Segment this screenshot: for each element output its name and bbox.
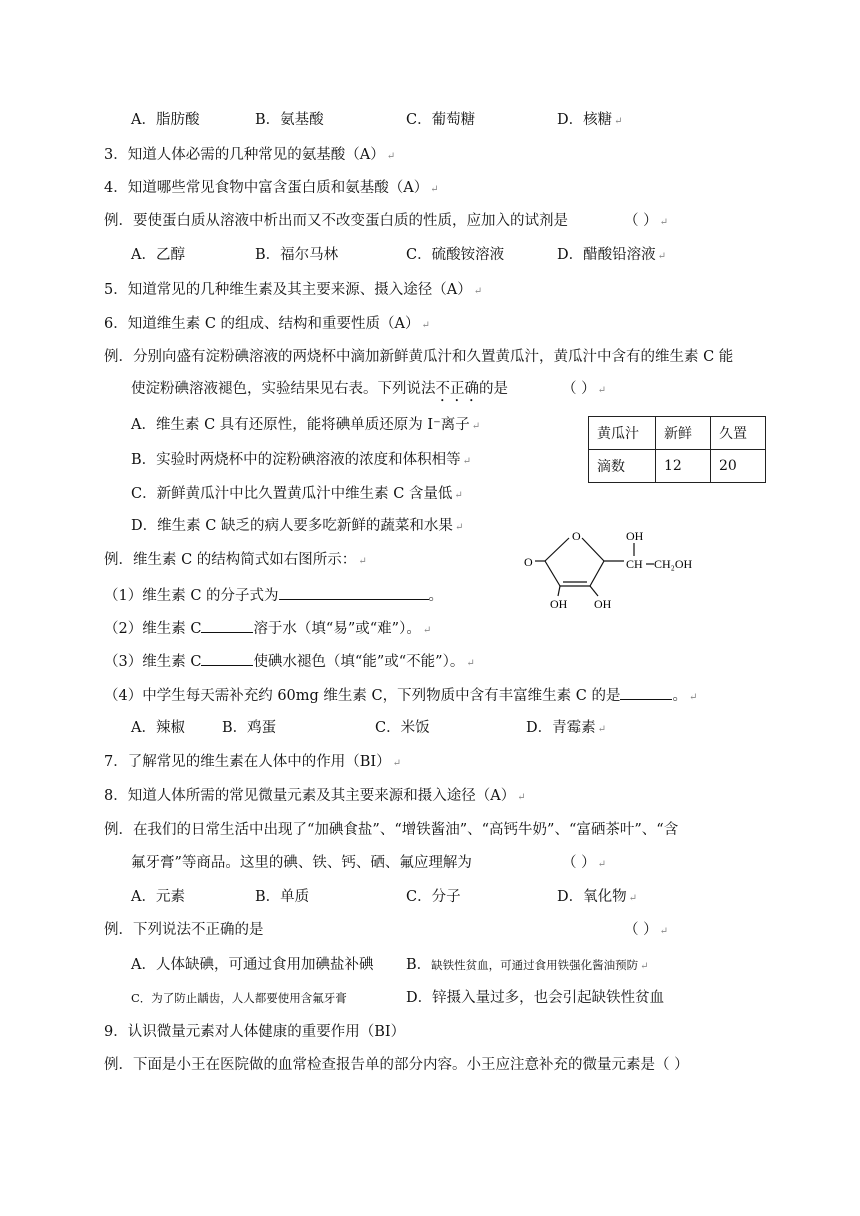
option-d: D．核糖 ↵ (557, 112, 623, 128)
example-blood-report: 例．下面是小王在医院做的血常检查报告单的部分内容。小王应注意补充的微量元素是（ ） (104, 1057, 689, 1073)
question-1: （1）维生素 C 的分子式为 。 (104, 585, 443, 606)
answer-paren: （ ） ↵ (624, 213, 668, 229)
table-cell: 20 (711, 450, 766, 483)
option-b: B．缺铁性贫血，可通过食用铁强化酱油预防 ↵ (406, 957, 649, 973)
example-elements-line1: 例．在我们的日常生活中出现了“加碘食盐”、“增铁酱油”、“高钙牛奶”、“富硒茶叶”、“含 (104, 822, 679, 838)
item-4: 4．知道哪些常见食物中富含蛋白质和氨基酸（A） ↵ (104, 180, 439, 196)
option-c: C．葡萄糖 (406, 112, 476, 128)
answer-blank[interactable] (201, 651, 253, 666)
keto-oxygen-label: O (524, 555, 533, 569)
option-d: D．锌摄入量过多，也会引起缺铁性贫血 (406, 990, 665, 1006)
item-3: 3．知道人体必需的几种常见的氨基酸（A） ↵ (104, 147, 396, 163)
item-6: 6．知道维生素 C 的组成、结构和重要性质（A） ↵ (104, 316, 430, 332)
option-d: D．醋酸铅溶液 ↵ (557, 247, 667, 263)
option-a: A．维生素 C 具有还原性，能将碘单质还原为 I⁻离子 ↵ (131, 417, 481, 433)
answer-blank[interactable] (201, 618, 253, 633)
table-cell: 久置 (711, 417, 766, 450)
table-cell: 12 (656, 450, 711, 483)
option-a: A．元素 (131, 889, 185, 905)
example-cucumber-line2: 使淀粉碘溶液褪色，实验结果见右表。下列说法不正确的是 (131, 381, 508, 397)
option-c: C．新鲜黄瓜汁中比久置黄瓜汁中维生素 C 含量低 ↵ (131, 486, 463, 502)
item-9: 9．认识微量元素对人体健康的重要作用（BI） (104, 1024, 406, 1040)
option-a: A．脂肪酸 (131, 112, 200, 128)
answer-blank[interactable] (620, 685, 672, 700)
option-a: A．人体缺碘，可通过食用加碘盐补碘 (131, 957, 374, 973)
table-cell: 滴数 (589, 450, 656, 483)
oh-bottom-right-label: OH (594, 597, 612, 611)
oh-bottom-left-label: OH (550, 597, 568, 611)
example-elements-line2: 氟牙膏”等商品。这里的碘、铁、钙、硒、氟应理解为 (131, 855, 472, 871)
option-a: A．乙醇 (131, 247, 185, 263)
example-wrong-question: 例．下列说法不正确的是 (104, 922, 264, 938)
item-5: 5．知道常见的几种维生素及其主要来源、摄入途径（A） ↵ (104, 282, 483, 298)
question-2: （2）维生素 C 溶于水（填“易”或“难”）。 ↵ (104, 618, 431, 641)
option-c: C．硫酸铵溶液 (406, 247, 505, 263)
question-4: （4）中学生每天需补充约 60mg 维生素 C，下列物质中含有丰富维生素 C 的是 。 ↵ (104, 685, 697, 708)
answer-paren: （ ） ↵ (562, 855, 606, 871)
ch-label: CH (626, 557, 643, 571)
option-b: B．鸡蛋 (222, 720, 277, 736)
option-b: B．实验时两烧杯中的淀粉碘溶液的浓度和体积相等 ↵ (131, 452, 472, 468)
answer-paren: （ ） ↵ (562, 381, 606, 397)
option-c: C．为了防止龋齿，人人都要使用含氟牙膏 (131, 991, 347, 1005)
option-c: C．米饭 (375, 720, 430, 736)
option-d: D．氧化物 ↵ (557, 889, 638, 905)
table-cell: 新鲜 (656, 417, 711, 450)
emphasis-not-correct: 不正确 (435, 381, 479, 397)
option-b: B．氨基酸 (255, 112, 324, 128)
table-cell: 黄瓜汁 (589, 417, 656, 450)
example-protein-question: 例．要使蛋白质从溶液中析出而又不改变蛋白质的性质，应加入的试剂是 (104, 213, 568, 229)
option-b: B．福尔马林 (255, 247, 339, 263)
vitamin-c-structure (520, 528, 700, 620)
item-7: 7．了解常见的维生素在人体中的作用（BI） ↵ (104, 754, 401, 770)
option-a: A．辣椒 (131, 720, 185, 736)
ring-oxygen-label: O (572, 529, 581, 543)
option-d: D．维生素 C 缺乏的病人要多吃新鲜的蔬菜和水果 ↵ (131, 518, 464, 534)
ch2oh-label: CH₂OH (654, 557, 693, 571)
item-8: 8．知道人体所需的常见微量元素及其主要来源和摄入途径（A） ↵ (104, 788, 526, 804)
table-row (589, 417, 766, 450)
answer-paren: （ ） ↵ (624, 922, 668, 938)
answer-blank[interactable] (279, 585, 429, 600)
option-c: C．分子 (406, 889, 461, 905)
question-3: （3）维生素 C 使碘水褪色（填“能”或“不能”）。 ↵ (104, 651, 475, 674)
option-d: D．青霉素 ↵ (526, 720, 607, 736)
cucumber-table (588, 416, 766, 483)
paragraph-mark: ↵ (614, 116, 623, 127)
example-cucumber-line1: 例．分别向盛有淀粉碘溶液的两烧杯中滴加新鲜黄瓜汁和久置黄瓜汁，黄瓜汁中含有的维生素 C 能 (104, 349, 734, 365)
table-row (589, 450, 766, 483)
oh-top-label: OH (626, 529, 644, 543)
example-vitc-intro: 例．维生素 C 的结构简式如右图所示： ↵ (104, 552, 367, 568)
option-b: B．单质 (255, 889, 310, 905)
